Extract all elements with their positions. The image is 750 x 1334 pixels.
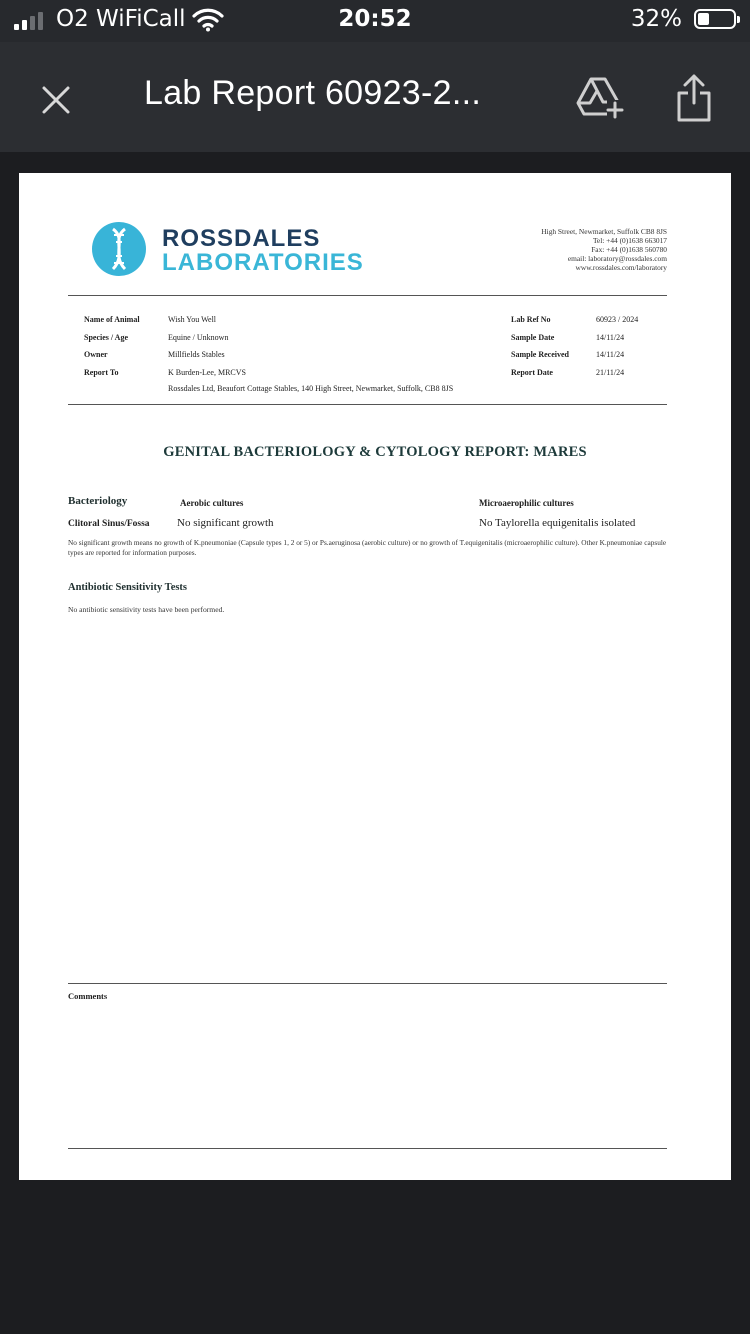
species-label: Species / Age (84, 333, 128, 342)
close-icon[interactable] (38, 82, 74, 118)
sample-date-value: 14/11/24 (596, 333, 625, 342)
aerobic-heading: Aerobic cultures (180, 498, 244, 508)
logo-text-laboratories: LABORATORIES (162, 249, 364, 276)
add-to-drive-icon[interactable] (574, 74, 624, 120)
viewer-toolbar (0, 42, 750, 152)
bacteriology-heading: Bacteriology (68, 495, 128, 507)
lab-ref-label: Lab Ref No (511, 315, 551, 324)
report-date-value: 21/11/24 (596, 368, 625, 377)
pdf-page (19, 173, 731, 1180)
address-line: www.rossdales.com/laboratory (575, 263, 667, 273)
bacteriology-note: No significant growth means no growth of K.pneumoniae (Capsule types 1, 2 or 5) or Ps.aeruginosa (aerobic culture) or no growth of T.equigenitalis (microaerophilic culture). Other K.pneumoniae capsule types are reported for information purposes. (68, 538, 667, 557)
antibiotic-text: No antibiotic sensitivity tests have been performed. (68, 605, 225, 614)
aerobic-result: No significant growth (177, 517, 274, 529)
microaerophilic-result: No Taylorella equigenitalis isolated (479, 517, 636, 529)
divider (68, 983, 667, 984)
sample-received-label: Sample Received (511, 350, 569, 359)
report-title: GENITAL BACTERIOLOGY & CYTOLOGY REPORT: MARES (163, 444, 587, 460)
sample-site-label: Clitoral Sinus/Fossa (68, 519, 150, 529)
divider (68, 404, 667, 405)
comments-label: Comments (68, 991, 108, 1001)
owner-value: Millfields Stables (168, 350, 225, 359)
battery-icon (694, 9, 736, 29)
report-date-label: Report Date (511, 368, 553, 377)
animal-label: Name of Animal (84, 315, 140, 324)
lab-ref-value: 60923 / 2024 (596, 315, 639, 324)
lab-address (541, 227, 667, 272)
sample-received-value: 14/11/24 (596, 350, 625, 359)
clock: 20:52 (338, 6, 412, 32)
status-bar (0, 0, 750, 42)
species-value: Equine / Unknown (168, 333, 229, 342)
sample-date-label: Sample Date (511, 333, 555, 342)
report-to-value: K Burden-Lee, MRCVS (168, 368, 246, 377)
owner-label: Owner (84, 350, 108, 359)
logo-text-rossdales: ROSSDALES (162, 225, 321, 252)
document-title: Lab Report 60923-2... (144, 74, 482, 112)
microaerophilic-heading: Microaerophilic cultures (479, 498, 574, 508)
dna-logo-icon (91, 221, 147, 277)
share-icon[interactable] (674, 72, 714, 124)
report-to-label: Report To (84, 368, 119, 377)
carrier-name: O2 WiFiCall (56, 6, 186, 32)
report-to-address: Rossdales Ltd, Beaufort Cottage Stables, 140 High Street, Newmarket, Suffolk, CB8 8JS (168, 384, 454, 393)
address-line: High Street, Newmarket, Suffolk CB8 8JS (541, 227, 667, 236)
address-line: email: laboratory@rossdales.com (567, 254, 667, 264)
divider (68, 295, 667, 296)
address-line: Fax: +44 (0)1638 560780 (591, 245, 667, 255)
battery-percent: 32% (630, 6, 682, 32)
divider (68, 1148, 667, 1149)
antibiotic-heading: Antibiotic Sensitivity Tests (68, 582, 188, 593)
animal-value: Wish You Well (168, 315, 217, 324)
address-line: Tel: +44 (0)1638 663017 (592, 236, 667, 246)
